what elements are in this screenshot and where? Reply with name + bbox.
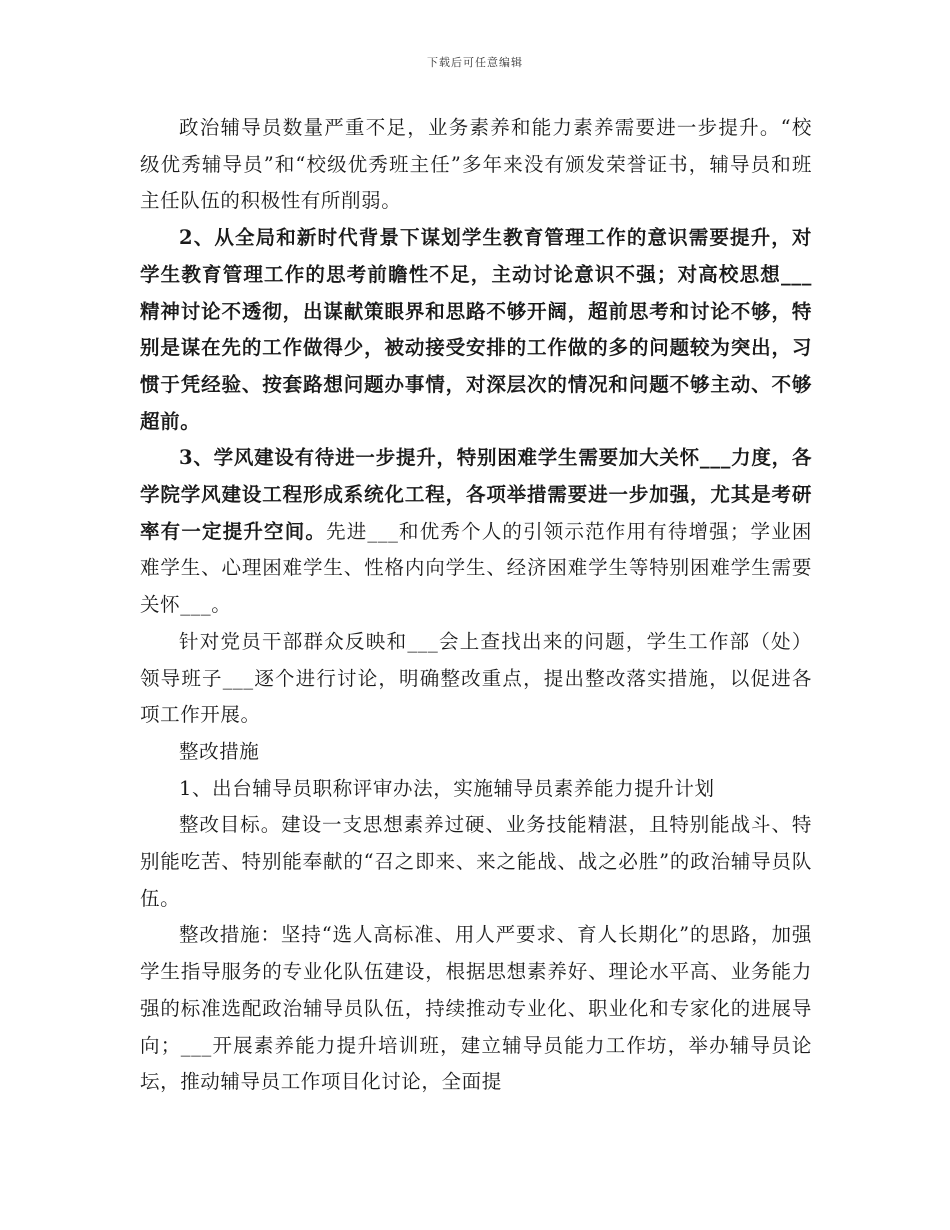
document-body [140, 110, 812, 1101]
paragraph-item-3-bold-part: 3、学风建设有待进一步提升，特别困难学生需要加大关怀___力度，各学院学风建设工程形成系统化工程，各项举措需要进一步加强，尤其是考研率有一定提升空间。 [140, 446, 812, 543]
paragraph-counselor-shortage: 政治辅导员数量严重不足，业务素养和能力素养需要进一步提升。“校级优秀辅导员”和“校级优秀班主任”多年来没有颁发荣誉证书，辅导员和班主任队伍的积极性有所削弱。 [140, 116, 812, 213]
paragraph-item-3-plain-part: 先进___和优秀个人的引领示范作用有待增强；学业困难学生、心理困难学生、性格内向学生、经济困难学生等特别困难学生需要关怀___。 [140, 519, 812, 617]
paragraph-item-3 [140, 440, 812, 624]
paragraph-rectification-goal: 整改目标。建设一支思想素养过硬、业务技能精湛，且特别能战斗、特别能吃苦、特别能奉献的“召之即来、来之能战、战之必胜”的政治辅导员队伍。 [140, 813, 812, 910]
paragraph-leadership-discussion: 针对党员干部群众反映和___会上查找出来的问题，学生工作部（处）领导班子___逐个进行讨论，明确整改重点，提出整改落实措施，以促进各项工作开展。 [140, 629, 812, 727]
subheading-measure-1: 1、出台辅导员职称评审办法，实施辅导员素养能力提升计划 [179, 776, 715, 800]
page-header: 下载后可任意编辑 [427, 56, 523, 69]
section-heading-rectification: 整改措施 [179, 739, 260, 763]
paragraph-item-2: 2、从全局和新时代背景下谋划学生教育管理工作的意识需要提升，对学生教育管理工作的思考前瞻性不足，主动讨论意识不强；对高校思想___精神讨论不透彻，出谋献策眼界和思路不够开阔，超前思考和讨论不够，特别是谋在先的工作做得少，被动接受安排的工作做的多的问题较为突出，习惯于凭经验、按套路想问题办事情，对深层次的情况和问题不够主动、不够超前。 [140, 226, 812, 433]
paragraph-rectification-measures: 整改措施：坚持“选人高标准、用人严要求、育人长期化”的思路，加强学生指导服务的专业化队伍建设，根据思想素养好、理论水平高、业务能力强的标准选配政治辅导员队伍，持续推动专业化、职业化和专家化的进展导向；___开展素养能力提升培训班，建立辅导员能力工作坊，举办辅导员论坛，推动辅导员工作项目化讨论，全面提 [140, 923, 812, 1094]
